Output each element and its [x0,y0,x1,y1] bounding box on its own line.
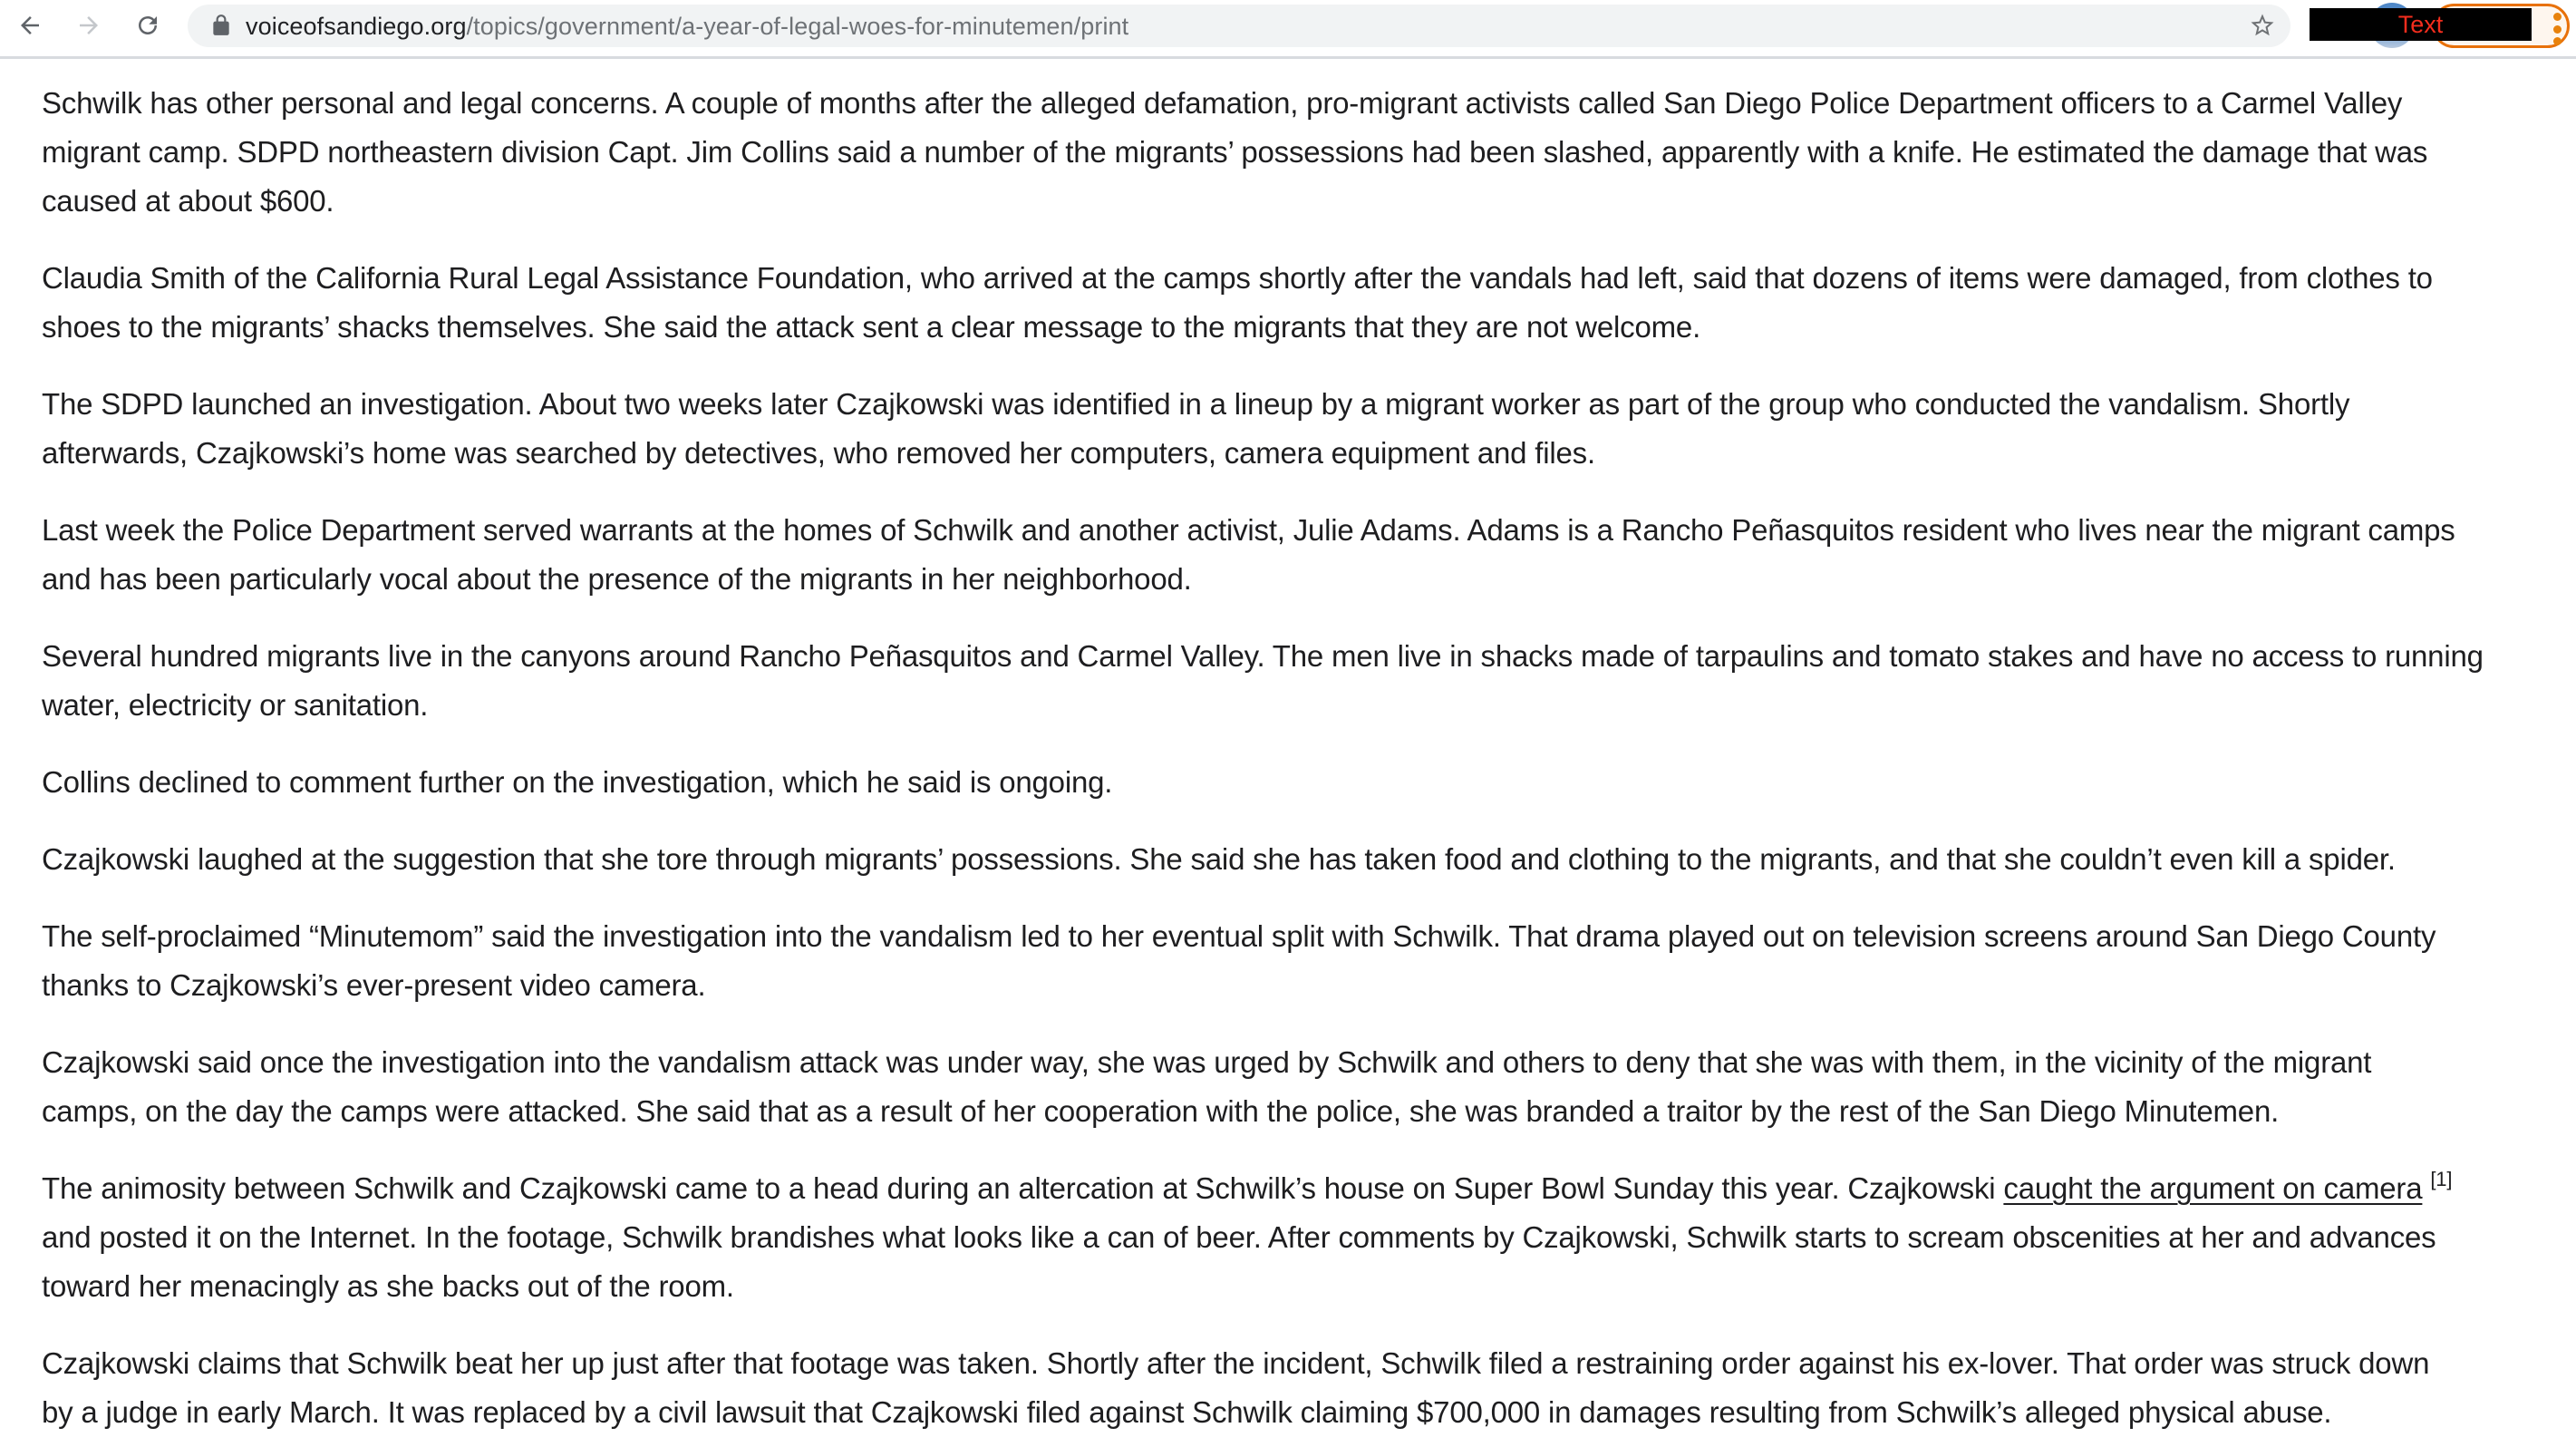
inline-link[interactable]: caught the argument on camera [2003,1171,2423,1205]
text-line [42,681,2534,730]
text-line [42,429,2534,478]
forward-icon [75,12,102,39]
reload-icon [134,12,161,39]
article-paragraph [42,1038,2534,1136]
article-paragraph [42,835,2534,884]
article-paragraph [42,79,2534,226]
text-line [42,758,2534,807]
menu-kebab-icon[interactable] [2551,10,2563,48]
text-line [42,1339,2534,1388]
back-button[interactable] [16,12,44,39]
article-paragraph [42,758,2534,807]
text-line [42,506,2534,555]
text-line [42,254,2534,303]
article-paragraph [42,1339,2534,1437]
url-bar[interactable] [188,5,2290,47]
text-line [42,961,2534,1010]
article-paragraph [42,254,2534,352]
text-line [42,835,2534,884]
article-paragraph [42,380,2534,478]
forward-button[interactable] [75,12,102,39]
text-run: by a judge in early March. It was replaced by a civil lawsuit that Czajkowski filed against Schwilk claiming $700,000 in damages resulting from Schwilk’s alleged physical abuse. [42,1395,2332,1429]
bookmark-star-icon[interactable] [2249,12,2276,39]
url-domain: voiceofsandiego.org [246,13,467,40]
text-run: afterwards, Czajkowski’s home was searched by detectives, who removed her computers, camera equipment and files. [42,436,1595,470]
text-run: and has been particularly vocal about the presence of the migrants in her neighborhood. [42,562,1192,596]
article-paragraph [42,506,2534,604]
reload-button[interactable] [134,12,161,39]
text-run: camps, on the day the camps were attacked. She said that as a result of her cooperation with the police, she was branded a traitor by the rest of the San Diego Minutemen. [42,1094,2280,1128]
url-path: /topics/government/a-year-of-legal-woes-for-minutemen/print [466,13,1129,40]
article-paragraph [42,632,2534,730]
text-run: Czajkowski claims that Schwilk beat her up just after that footage was taken. Shortly after the incident, Schwilk filed a restraining order against his ex-lover. That order was struck down [42,1346,2430,1380]
text-line [42,1164,2534,1213]
text-run: shoes to the migrants’ shacks themselves. She said the attack sent a clear message to the migrants that they are not welcome. [42,310,1701,344]
text-run: toward her menacingly as she backs out of the room. [42,1269,734,1303]
text-line [42,303,2534,352]
text-run: Last week the Police Department served warrants at the homes of Schwilk and another activist, Julie Adams. Adams is a Rancho Peñasquitos resident who lives near the migrant camps [42,513,2455,547]
text-line [42,380,2534,429]
text-line [42,1038,2534,1087]
text-run: water, electricity or sanitation. [42,688,429,722]
text-run: The self-proclaimed “Minutemom” said the investigation into the vandalism led to her eventual split with Schwilk. That drama played out on television screens around San Diego County [42,919,2436,953]
text-run: The SDPD launched an investigation. About two weeks later Czajkowski was identified in a lineup by a migrant worker as part of the group who conducted the vandalism. Shortly [42,387,2350,421]
kebab-dot [2553,13,2561,21]
browser-toolbar [0,0,2576,59]
text-run: Czajkowski said once the investigation into the vandalism attack was under way, she was urged by Schwilk and others to deny that she was with them, in the vicinity of the migrant [42,1045,2372,1079]
text-line [42,912,2534,961]
text-run: Collins declined to comment further on the investigation, which he said is ongoing. [42,765,1113,799]
text-run: Claudia Smith of the California Rural Legal Assistance Foundation, who arrived at the camps shortly after the vandals had left, said that dozens of items were damaged, from clothes to [42,261,2433,295]
url-text [246,5,1128,47]
text-run: Czajkowski laughed at the suggestion that she tore through migrants’ possessions. She said she has taken food and clothing to the migrants, and that she couldn’t even kill a spider. [42,842,2396,876]
text-line [42,128,2534,177]
footnote-marker[interactable]: [1] [2430,1168,2453,1190]
text-line [42,1087,2534,1136]
text-run: and posted it on the Internet. In the footage, Schwilk brandishes what looks like a can of beer. After comments by Czajkowski, Schwilk starts to scream obscenities at her and advances [42,1220,2436,1254]
text-run: migrant camp. SDPD northeastern division Capt. Jim Collins said a number of the migrants’ possessions had been slashed, apparently with a knife. He estimated the damage that was [42,135,2428,169]
text-run: Schwilk has other personal and legal concerns. A couple of months after the alleged defamation, pro-migrant activists called San Diego Police Department officers to a Carmel Valley [42,86,2403,120]
article-paragraph [42,1164,2534,1311]
kebab-dot [2553,37,2561,45]
redaction-overlay [2310,8,2532,41]
back-icon [16,12,44,39]
text-run: caused at about $600. [42,184,334,218]
text-run: thanks to Czajkowski’s ever-present video camera. [42,968,706,1002]
lock-icon [209,14,233,37]
kebab-dot [2553,25,2561,34]
text-line [42,555,2534,604]
text-run: The animosity between Schwilk and Czajkowski came to a head during an altercation at Schwilk’s house on Super Bowl Sunday this year. Czajkowski [42,1171,2004,1205]
text-line [42,632,2534,681]
text-line [42,177,2534,226]
text-line [42,79,2534,128]
redaction-label: Text [2397,11,2444,38]
text-line [42,1213,2534,1262]
text-run: Several hundred migrants live in the canyons around Rancho Peñasquitos and Carmel Valley. The men live in shacks made of tarpaulins and tomato stakes and have no access to running [42,639,2484,673]
article-paragraph [42,912,2534,1010]
text-line [42,1262,2534,1311]
text-line [42,1388,2534,1437]
article-body [0,59,2576,1437]
